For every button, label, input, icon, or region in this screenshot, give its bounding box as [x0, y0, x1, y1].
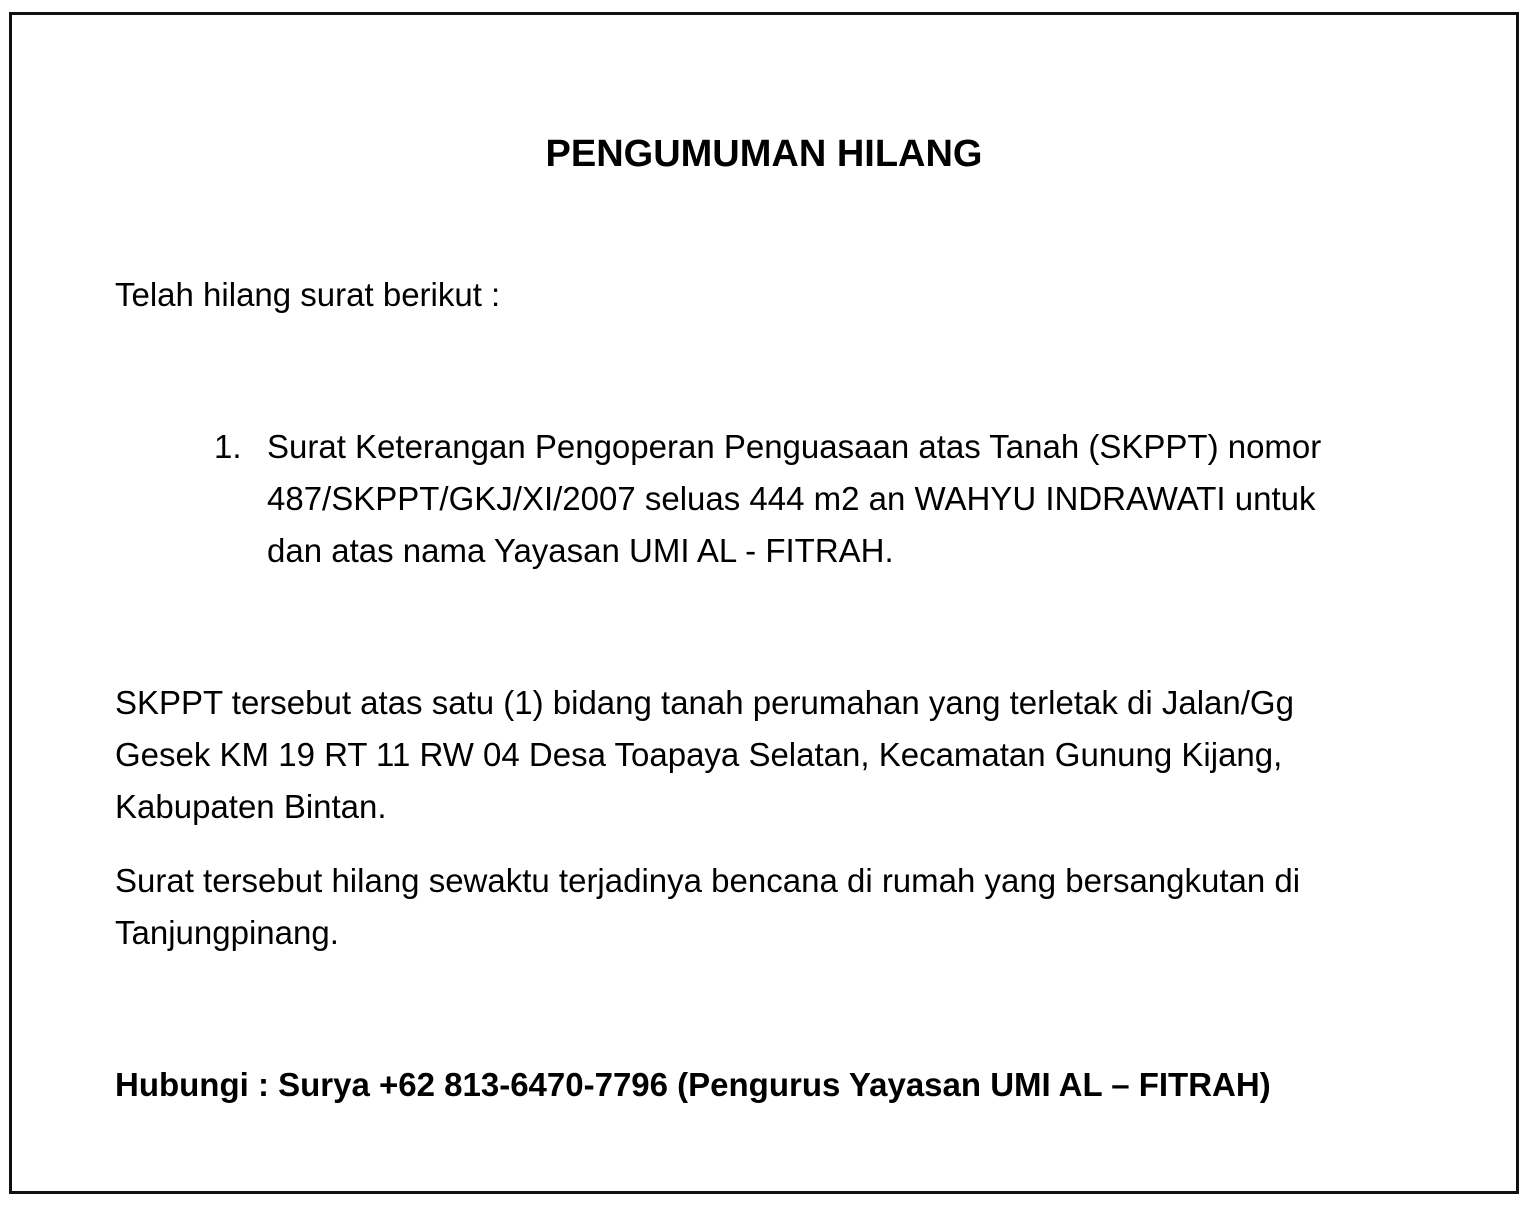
paragraph-line: Tanjungpinang. — [115, 914, 339, 951]
paragraph-line: SKPPT tersebut atas satu (1) bidang tanah perumahan yang terletak di Jalan/Gg — [115, 684, 1294, 721]
list-item-line: dan atas nama Yayasan UMI AL - FITRAH. — [267, 532, 894, 569]
contact-line: Hubungi : Surya +62 813-6470-7796 (Pengurus Yayasan UMI AL – FITRAH) — [115, 1066, 1271, 1103]
intro-text — [115, 269, 500, 321]
list-item-body — [267, 421, 1321, 577]
paragraph-line: Surat tersebut hilang sewaktu terjadinya bencana di rumah yang bersangkutan di — [115, 862, 1301, 899]
list-item-line: 487/SKPPT/GKJ/XI/2007 seluas 444 m2 an WAHYU INDRAWATI untuk — [267, 480, 1316, 517]
paragraph-line: Kabupaten Bintan. — [115, 788, 387, 825]
intro-line: Telah hilang surat berikut : — [115, 276, 501, 313]
list-item-number: 1. — [214, 428, 242, 465]
document-title: PENGUMUMAN HILANG — [545, 133, 983, 175]
list-item-line: Surat Keterangan Pengoperan Penguasaan atas Tanah (SKPPT) nomor — [267, 428, 1322, 465]
loss-reason-paragraph — [115, 855, 1300, 959]
location-paragraph — [115, 677, 1294, 833]
paragraph-line: Gesek KM 19 RT 11 RW 04 Desa Toapaya Selatan, Kecamatan Gunung Kijang, — [115, 736, 1283, 773]
document-frame — [9, 12, 1519, 1194]
